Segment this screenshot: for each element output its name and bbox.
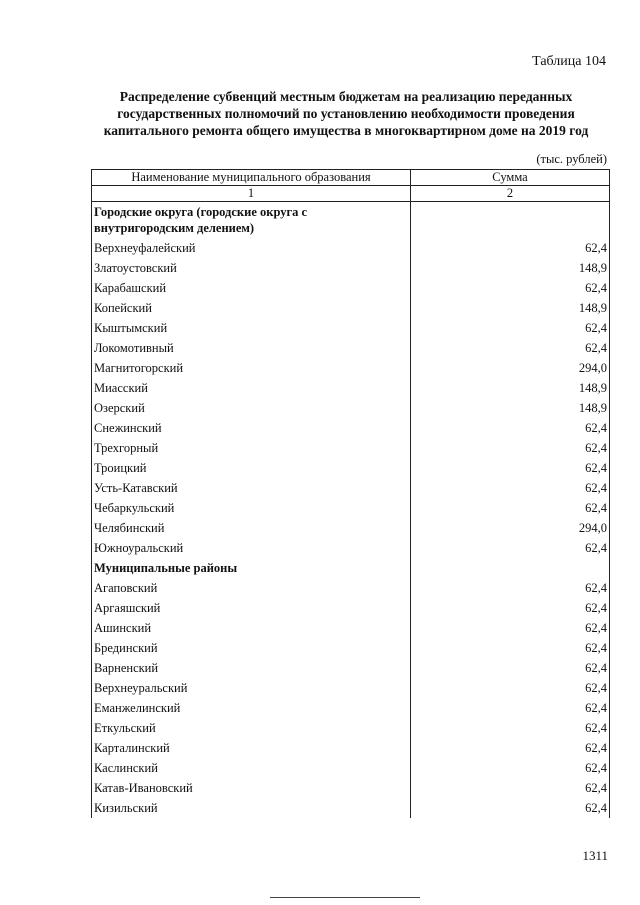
table-row: [92, 658, 610, 678]
amount-cell: 62,4: [411, 798, 610, 818]
amount-cell: [411, 202, 610, 239]
table-row: [92, 378, 610, 398]
table-row: [92, 518, 610, 538]
municipality-name: Аргаяшский: [92, 598, 411, 618]
municipality-name: Катав-Ивановский: [92, 778, 411, 798]
table-number-label: Таблица 104: [532, 54, 606, 69]
municipality-name: Ашинский: [92, 618, 411, 638]
amount-cell: 62,4: [411, 438, 610, 458]
table-row: [92, 478, 610, 498]
table-row: [92, 438, 610, 458]
municipality-name: Трехгорный: [92, 438, 411, 458]
table-row: [92, 618, 610, 638]
subvention-table: [91, 169, 610, 818]
table-group-row: [92, 202, 610, 239]
municipality-name: Верхнеуральский: [92, 678, 411, 698]
table-body: [92, 202, 610, 819]
column-header-name: Наименование муниципального образования: [92, 170, 411, 186]
table-row: [92, 398, 610, 418]
group-heading: Городские округа (городские округа с внутригородским делением): [92, 202, 411, 239]
amount-cell: 62,4: [411, 718, 610, 738]
municipality-name: Магнитогорский: [92, 358, 411, 378]
table-row: [92, 698, 610, 718]
amount-cell: 62,4: [411, 338, 610, 358]
table-row: [92, 338, 610, 358]
table-header-numbers-row: [92, 186, 610, 202]
municipality-name: Варненский: [92, 658, 411, 678]
table-row: [92, 738, 610, 758]
table-group-row: [92, 558, 610, 578]
amount-cell: 294,0: [411, 358, 610, 378]
document-title: Распределение субвенций местным бюджетам на реализацию переданных государственных полномочий по установлению необходимости проведения капитального ремонта общего имущества в многоквартирном доме на 2019 год: [103, 89, 589, 138]
municipality-name: Челябинский: [92, 518, 411, 538]
table-row: [92, 298, 610, 318]
municipality-name: Златоустовский: [92, 258, 411, 278]
amount-cell: 62,4: [411, 538, 610, 558]
municipality-name: Карталинский: [92, 738, 411, 758]
municipality-name: Еманжелинский: [92, 698, 411, 718]
amount-cell: 62,4: [411, 758, 610, 778]
amount-cell: 148,9: [411, 298, 610, 318]
amount-cell: 62,4: [411, 238, 610, 258]
table-row: [92, 638, 610, 658]
table-row: [92, 258, 610, 278]
table-row: [92, 358, 610, 378]
amount-cell: 62,4: [411, 498, 610, 518]
municipality-name: Усть-Катавский: [92, 478, 411, 498]
table-row: [92, 278, 610, 298]
municipality-name: Каслинский: [92, 758, 411, 778]
table-row: [92, 678, 610, 698]
municipality-name: Чебаркульский: [92, 498, 411, 518]
municipality-name: Озерский: [92, 398, 411, 418]
municipality-name: Троицкий: [92, 458, 411, 478]
municipality-name: Еткульский: [92, 718, 411, 738]
table-row: [92, 238, 610, 258]
amount-cell: 148,9: [411, 398, 610, 418]
amount-cell: 62,4: [411, 458, 610, 478]
municipality-name: Южноуральский: [92, 538, 411, 558]
amount-cell: 62,4: [411, 698, 610, 718]
amount-cell: 62,4: [411, 418, 610, 438]
table-row: [92, 778, 610, 798]
page-number: 1311: [582, 848, 608, 863]
municipality-name: Снежинский: [92, 418, 411, 438]
amount-cell: 62,4: [411, 678, 610, 698]
municipality-name: Карабашский: [92, 278, 411, 298]
bottom-divider: [270, 897, 420, 898]
amount-cell: 62,4: [411, 598, 610, 618]
municipality-name: Миасский: [92, 378, 411, 398]
amount-cell: 294,0: [411, 518, 610, 538]
municipality-name: Брединский: [92, 638, 411, 658]
amount-cell: 148,9: [411, 378, 610, 398]
column-number-2: 2: [411, 186, 610, 202]
amount-cell: 62,4: [411, 638, 610, 658]
amount-cell: 62,4: [411, 318, 610, 338]
group-heading: Муниципальные районы: [92, 558, 411, 578]
amount-cell: 62,4: [411, 578, 610, 598]
units-label: (тыс. рублей): [536, 152, 607, 166]
table-row: [92, 578, 610, 598]
amount-cell: 62,4: [411, 618, 610, 638]
table-row: [92, 318, 610, 338]
column-number-1: 1: [92, 186, 411, 202]
amount-cell: 62,4: [411, 738, 610, 758]
municipality-name: Агаповский: [92, 578, 411, 598]
amount-cell: [411, 558, 610, 578]
column-header-sum: Сумма: [411, 170, 610, 186]
amount-cell: 62,4: [411, 778, 610, 798]
municipality-name: Верхнеуфалейский: [92, 238, 411, 258]
amount-cell: 148,9: [411, 258, 610, 278]
table-row: [92, 598, 610, 618]
municipality-name: Локомотивный: [92, 338, 411, 358]
table-row: [92, 458, 610, 478]
municipality-name: Кыштымский: [92, 318, 411, 338]
amount-cell: 62,4: [411, 478, 610, 498]
amount-cell: 62,4: [411, 658, 610, 678]
municipality-name: Кизильский: [92, 798, 411, 818]
table-row: [92, 538, 610, 558]
amount-cell: 62,4: [411, 278, 610, 298]
table-row: [92, 798, 610, 818]
municipality-name: Копейский: [92, 298, 411, 318]
table-row: [92, 758, 610, 778]
table-header-row: [92, 170, 610, 186]
table-row: [92, 498, 610, 518]
table-row: [92, 718, 610, 738]
table-row: [92, 418, 610, 438]
